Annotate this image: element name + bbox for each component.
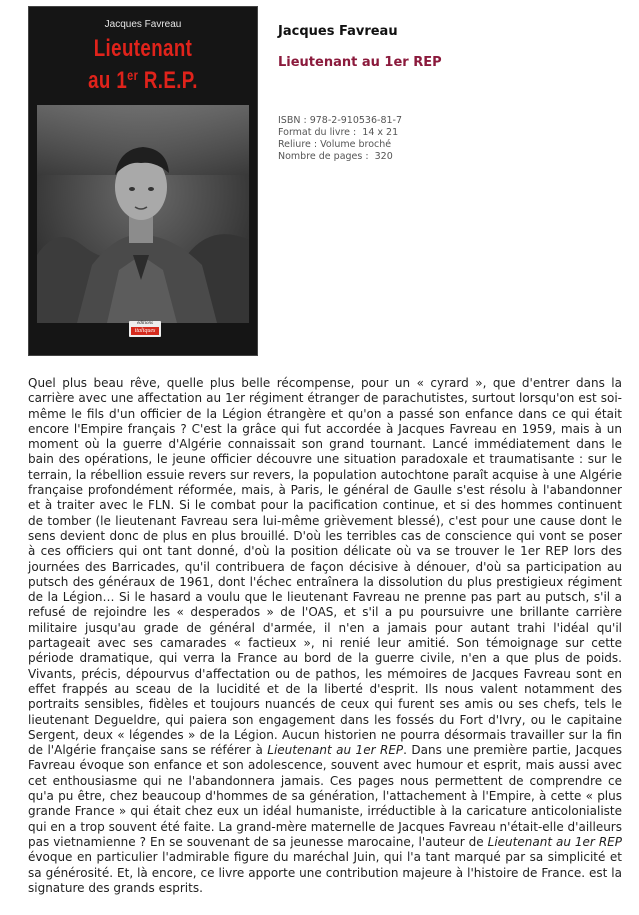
book-title[interactable]: Lieutenant au 1er REP: [278, 55, 442, 70]
isbn-row: ISBN : 978-2-910536-81-7: [278, 115, 403, 126]
pages-row: Nombre de pages : 320: [278, 151, 393, 162]
pages-value: 320: [374, 151, 393, 162]
book-title-reference: Lieutenant au 1er REP: [487, 834, 622, 849]
cover-author: Jacques Favreau: [104, 19, 182, 30]
binding-value: Volume broché: [320, 139, 392, 150]
cover-title-line2: au 1er R.E.P.: [88, 67, 198, 94]
isbn-value: 978-2-910536-81-7: [309, 115, 403, 126]
cover-title: [54, 35, 232, 94]
book-cover[interactable]: [28, 6, 258, 356]
cover-photo: [37, 105, 249, 323]
format-value: 14 x 21: [362, 127, 399, 138]
book-author[interactable]: Jacques Favreau: [278, 24, 398, 39]
book-description: Quel plus beau rêve, quelle plus belle récompense, pour un « cyrard », que d'entrer dans la carrière avec une affectation au 1er régiment étranger de parachutistes, surtout lorsqu'on est soi-même le fils d'un officier de la Légion étrangère et qu'on a passé son enfance dans ce qui était encore l'Empire français ? C'est la grâce qui fut accordée à Jacques Favreau en 1959, mais à un moment où la guerre d'Algérie connaissait son grand tournant. Lancé immédiatement dans le bain des opérations, le jeune officier découvre une situation paradoxale et traumatisante : sur le terrain, la rébellion essuie revers sur revers, la population autochtone paraît acquise à une Algérie française profondément réformée, mais, à Paris, le général de Gaulle s'est résolu à l'abandonner et à traiter avec le FLN. Si le combat pour la pacification continue, et si des hommes continuent de tomber (le lieutenant Favreau sera lui-même grièvement blessé), c'est pour une cause dont le sens devient donc de plus en plus brouillé. D'où les terribles cas de conscience qui vont se poser à ces officiers qui ont tant donné, d'où la position délicate où va se trouver le 1er REP lors des journées des Barricades, qu'il contribuera de façon décisive à dénouer, d'où sa participation au putsch des généraux de 1961, dont l'échec entraînera la dissolution du plus prestigieux régiment de la Légion… Si le hasard a voulu que le lieutenant Favreau ne prenne pas part au putsch, s'il a refusé de rejoindre les « desperados » de l'OAS, et s'il a pu poursuivre une brillante carrière militaire jusqu'au grade de général d'armée, il n'en a jamais pour autant trahi l'idéal qu'il partageait avec ses camarades « factieux », ni renié leur amitié. Son témoignage sur cette période dramatique, qui verra la France au bord de la guerre civile, n'en a que plus de poids. Vivants, précis, dépourvus d'affectation ou de pathos, les mémoires de Jacques Favreau sont en effet frappés au sceau de la lucidité et de la liberté d'esprit. Ils nous valent notamment des portraits sensibles, fidèles et toujours nuancés de ceux qui furent ses amis ou ses chefs, tels le lieutenant Degueldre, qui paiera son engagement dans les fossés du Fort d'Ivry, ou le capitaine Sergent, deux « légendes » de la Légion. Aucun historien ne pourra désormais travailler sur la fin de l'Algérie française sans se référer à Lieutenant au 1er REP. Dans une première partie, Jacques Favreau évoque son enfance et son adolescence, souvent avec humour et esprit, mais aussi avec cet enthousiasme qui ne l'abandonnera jamais. Ces pages nous permettent de comprendre ce qu'a pu être, chez beaucoup d'hommes de sa génération, l'attachement à l'Empire, à cette « plus grande France » qui était chez eux un idéal humaniste, irréductible à la caricature anticolonialiste qui en a trop souvent été faite. La grand-mère maternelle de Jacques Favreau n'était-elle d'ailleurs pas vietnamienne ? En se souvenant de sa jeunesse marocaine, l'auteur de Lieutenant au 1er REP évoque en particulier l'admirable figure du maréchal Juin, qui l'a tant marqué par sa simplicité et sa générosité. Et, là encore, ce livre apporte une contribution majeure à l'histoire de France. est la signature des grands esprits.: [28, 376, 622, 895]
cover-title-line1: Lieutenant: [93, 35, 193, 62]
binding-row: Reliure : Volume broché: [278, 139, 392, 150]
publisher-logo: éditions italiques: [129, 321, 161, 337]
book-details: [278, 115, 402, 163]
format-row: Format du livre : 14 x 21: [278, 127, 399, 138]
book-title-reference: Lieutenant au 1er REP: [267, 743, 404, 758]
